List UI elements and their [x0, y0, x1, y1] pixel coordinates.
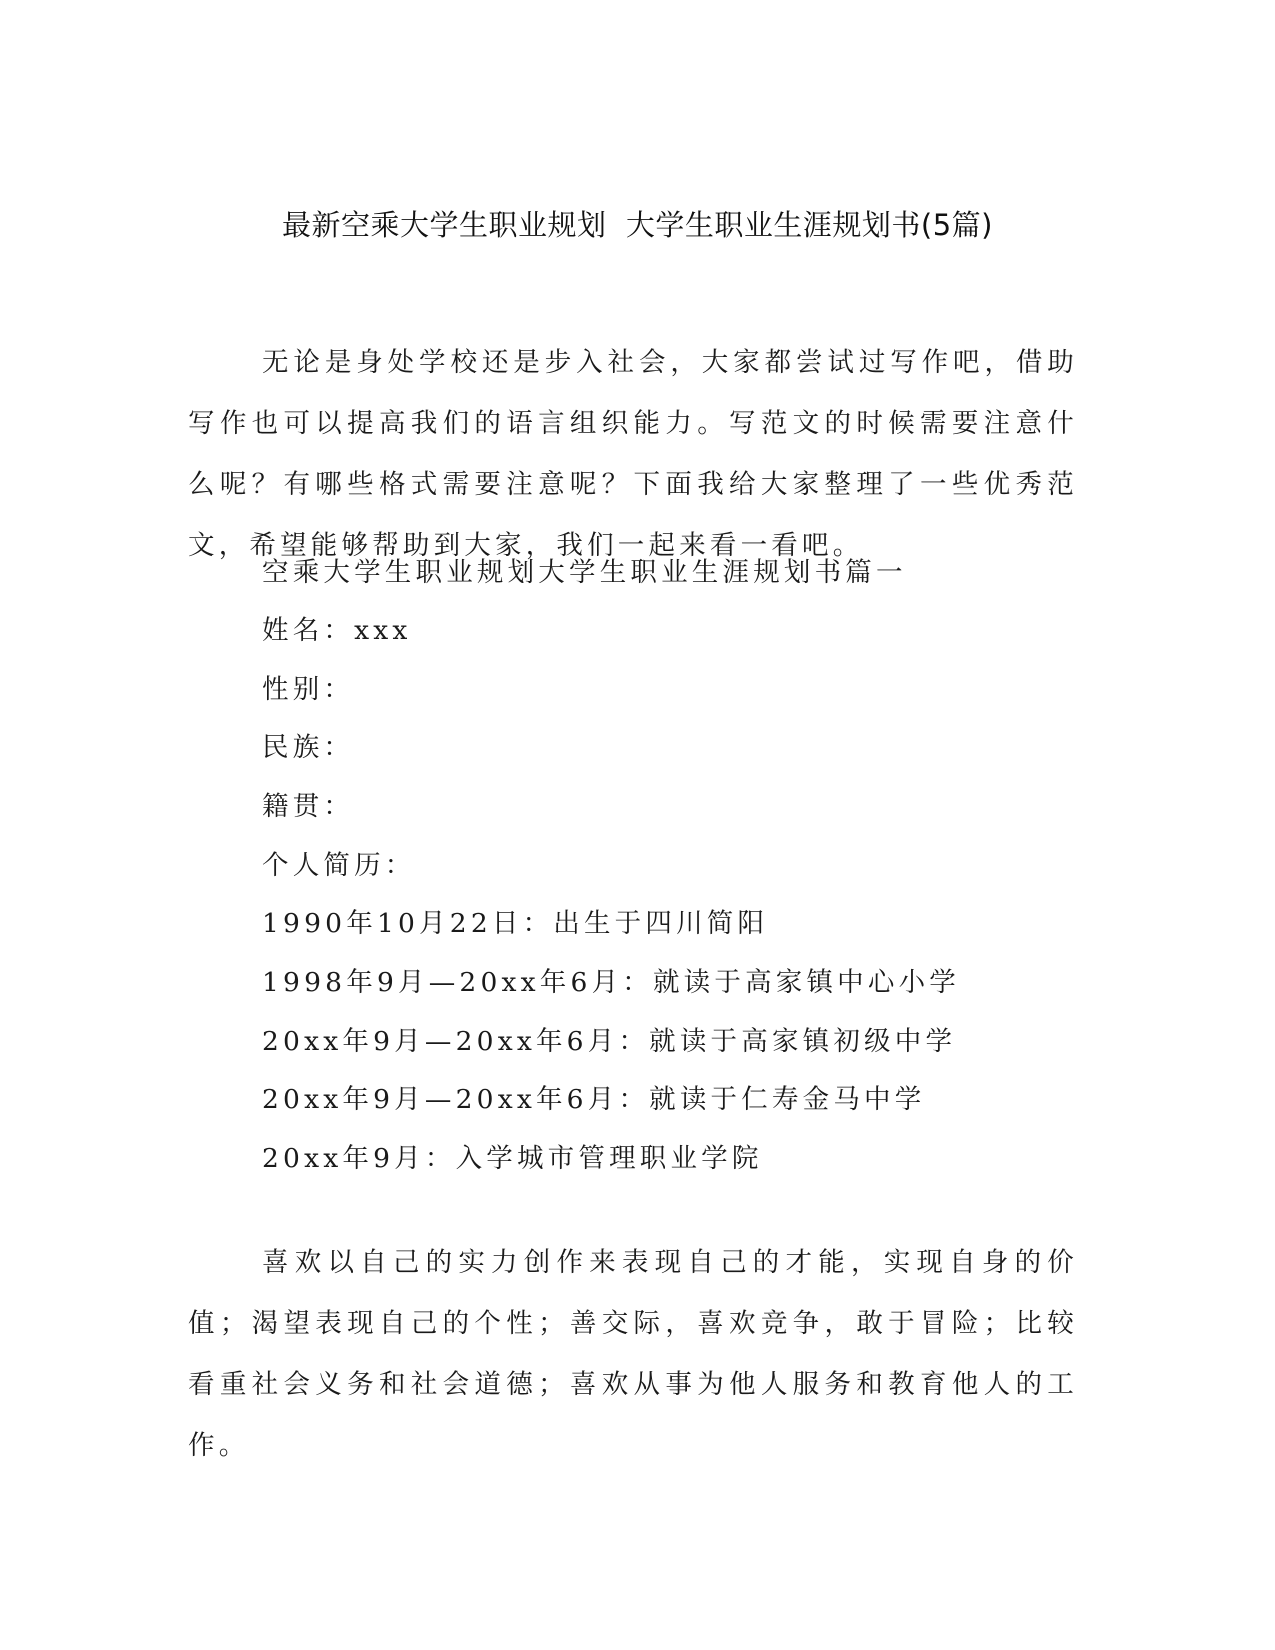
field-gender: 性别：: [262, 674, 355, 705]
field-ethnicity: 民族：: [262, 732, 355, 763]
field-name: 姓名：xxx: [262, 615, 412, 646]
intro-paragraph: 无论是身处学校还是步入社会，大家都尝试过写作吧，借助写作也可以提高我们的语言组织能力。写范文的时候需要注意什么呢？有哪些格式需要注意呢？下面我给大家整理了一些优秀范文，希望能够帮助到大家，我们一起来看一看吧。: [188, 347, 1078, 561]
closing-paragraph: 喜欢以自己的实力创作来表现自己的才能，实现自身的价值；渴望表现自己的个性；善交际，喜欢竞争，敢于冒险；比较看重社会义务和社会道德；喜欢从事为他人服务和教育他人的工作。: [188, 1247, 1078, 1461]
resume-entry: 20xx年9月：入学城市管理职业学院: [262, 1143, 763, 1174]
resume-entry: 20xx年9月—20xx年6月：就读于仁寿金马中学: [262, 1084, 926, 1115]
resume-entry: 1998年9月—20xx年6月：就读于高家镇中心小学: [262, 967, 960, 998]
resume-entry: 20xx年9月—20xx年6月：就读于高家镇初级中学: [262, 1026, 957, 1057]
resume-entry: 1990年10月22日：出生于四川简阳: [262, 908, 769, 939]
document-title: 最新空乘大学生职业规划 大学生职业生涯规划书(5篇): [281, 208, 994, 242]
field-resume-heading: 个人简历：: [262, 850, 416, 881]
section-heading: 空乘大学生职业规划大学生职业生涯规划书篇一: [262, 557, 907, 588]
field-native-place: 籍贯：: [262, 791, 355, 822]
